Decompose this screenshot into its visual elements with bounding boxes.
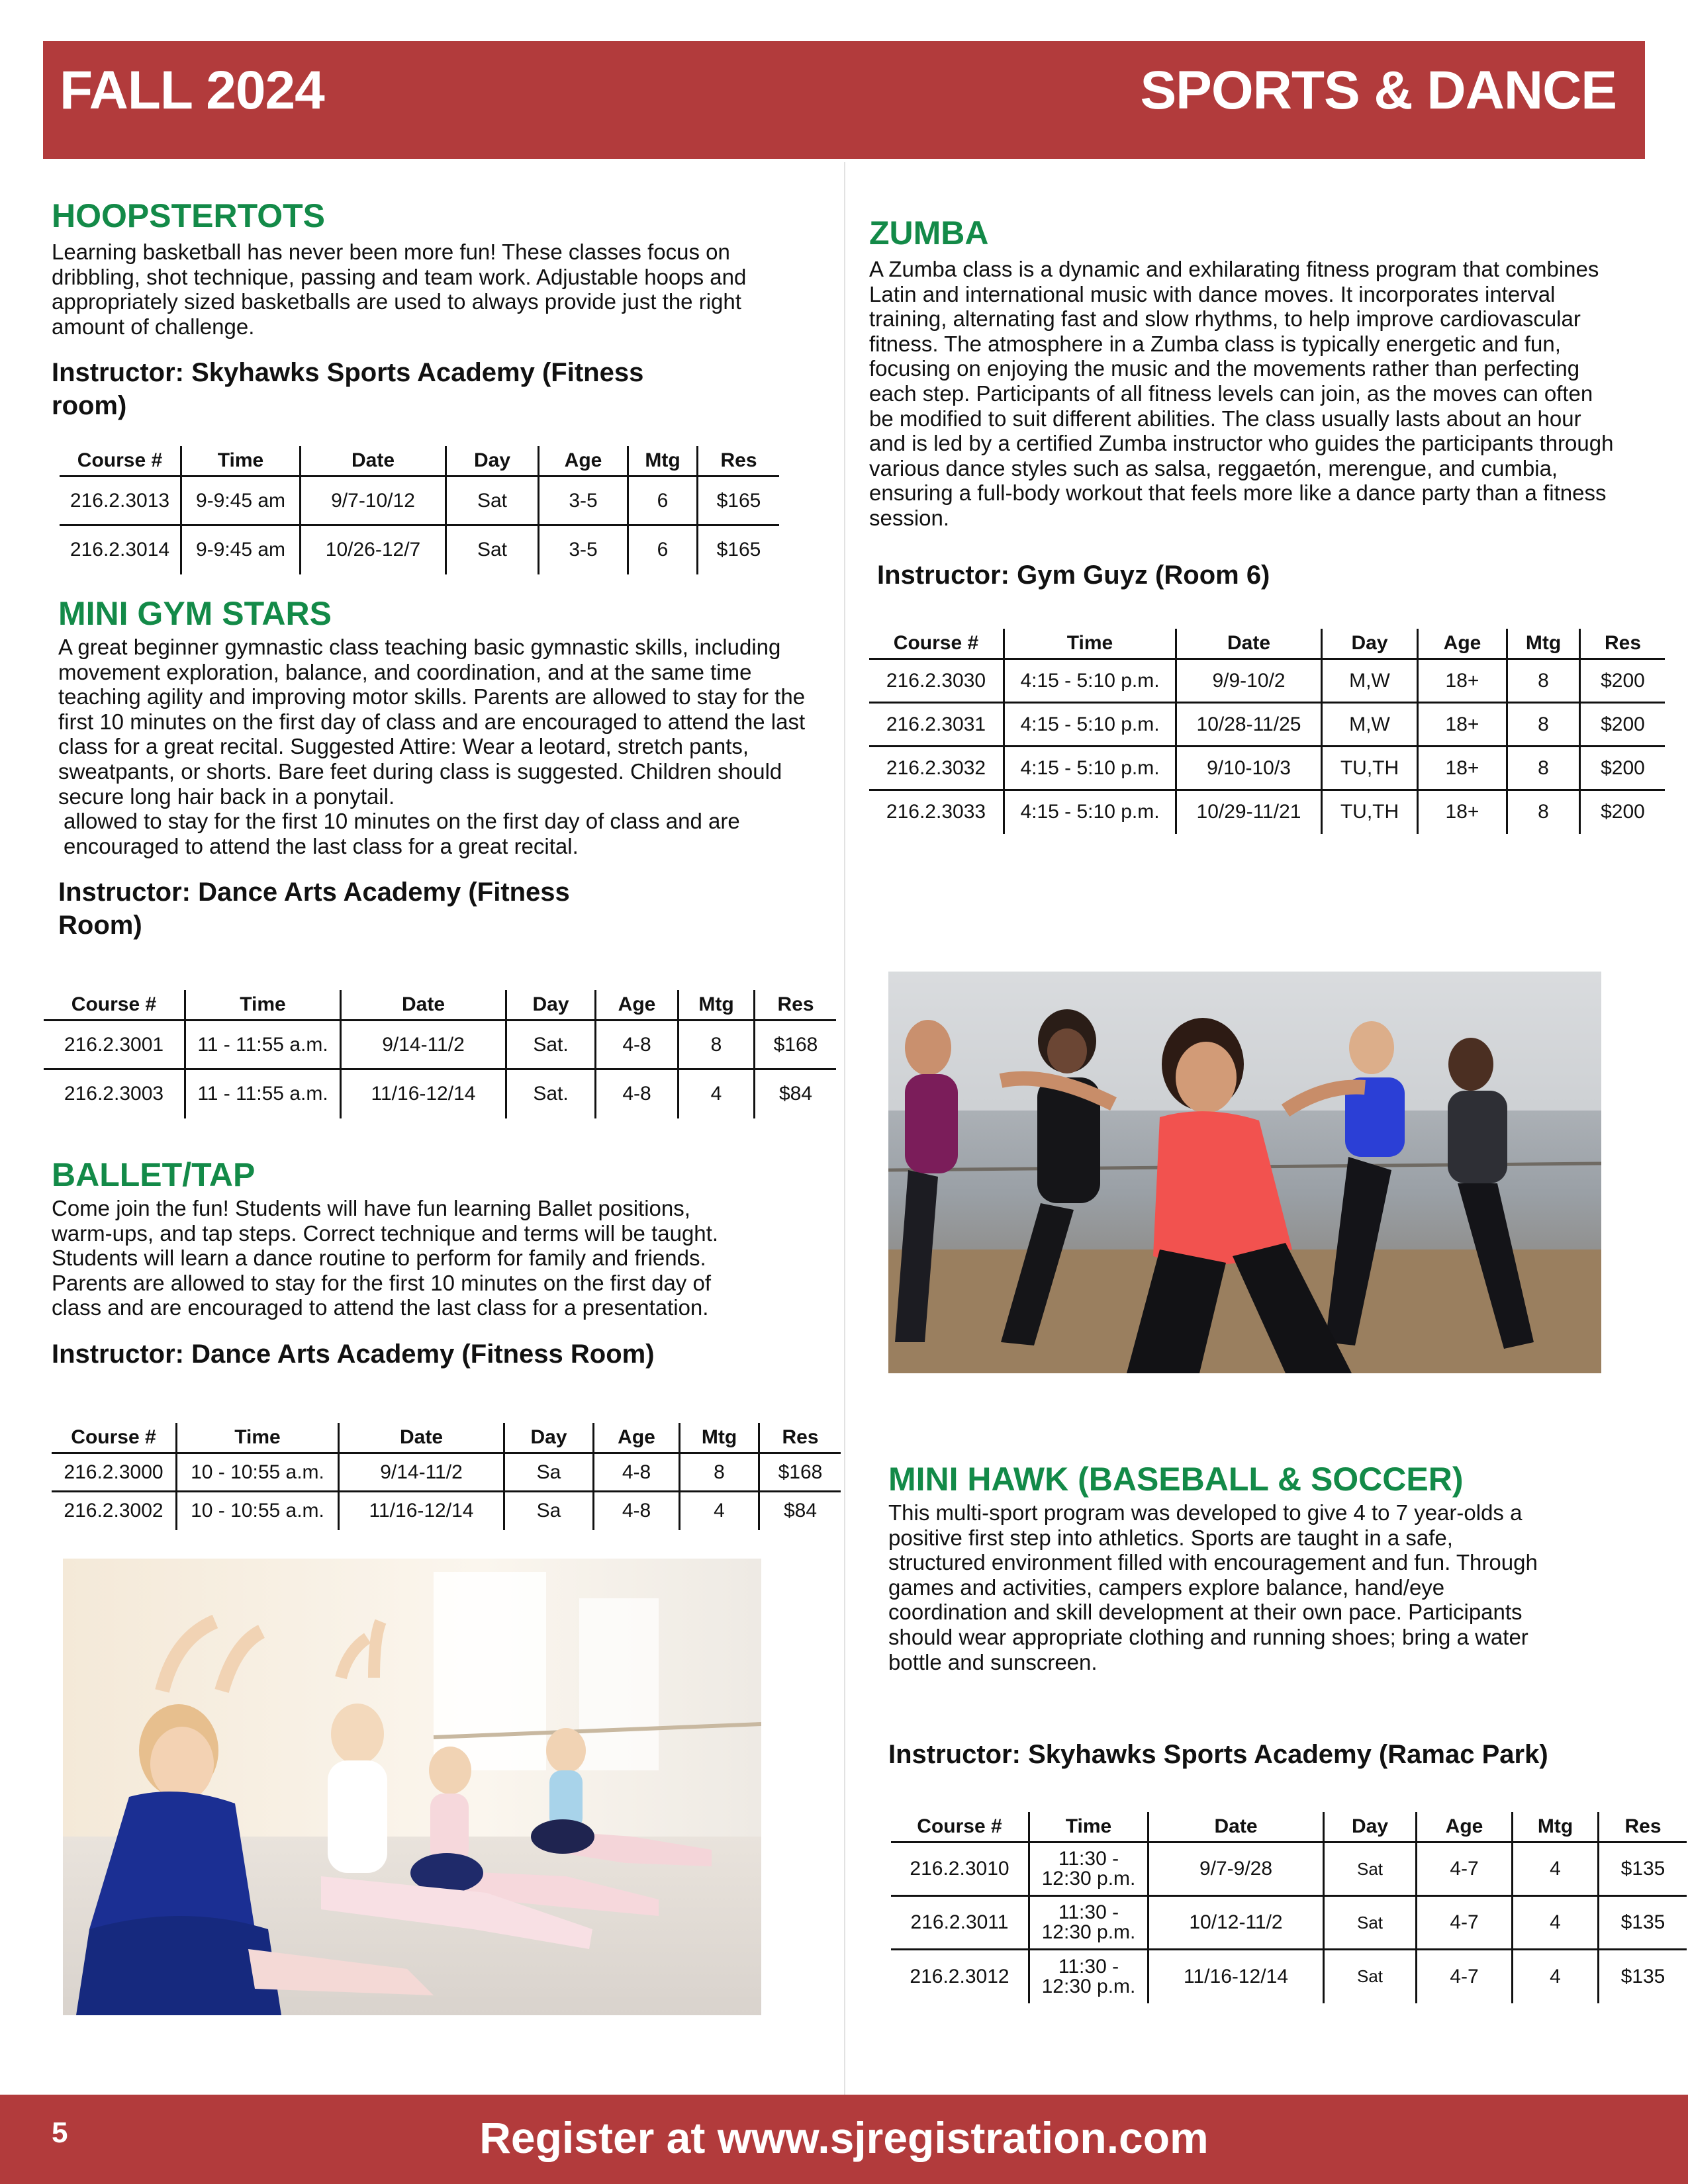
table-cell: 216.2.3003 xyxy=(64,1083,164,1105)
table-cell: 10/26-12/7 xyxy=(301,525,446,574)
table-cell: 216.2.3033 xyxy=(886,801,986,823)
table-row xyxy=(52,1492,841,1530)
column-header: Age xyxy=(539,446,628,477)
column-header: Time xyxy=(177,1423,339,1453)
column-header: Time xyxy=(1029,1812,1149,1843)
table-cell: $84 xyxy=(759,1492,841,1530)
table-cell: Sat. xyxy=(506,1021,596,1069)
section-title: SPORTS & DANCE xyxy=(1140,60,1617,120)
table-cell: 216.2.3030 xyxy=(869,659,1004,703)
column-header: Day xyxy=(1324,1812,1417,1843)
mini-gym-stars-description-extra: allowed to stay for the first 10 minutes on the first day of class and are encouraged to attend the last class for a great recital. xyxy=(64,809,740,858)
hoopstertots-title: HOOPSTERTOTS xyxy=(52,197,326,234)
table-cell: 4:15 - 5:10 p.m. xyxy=(1004,659,1176,703)
table-cell: 8 xyxy=(679,1021,755,1069)
table-cell: 216.2.3012 xyxy=(910,1965,1009,1987)
table-row xyxy=(52,1453,841,1492)
table-cell: 216.2.3031 xyxy=(869,703,1004,747)
column-header: Res xyxy=(759,1423,841,1453)
table-cell: 18+ xyxy=(1418,659,1507,703)
table-cell: Sat xyxy=(1324,1896,1417,1950)
column-header: Res xyxy=(1599,1812,1687,1843)
table-cell: 18+ xyxy=(1418,747,1507,790)
table-cell: 9/7-10/12 xyxy=(301,477,446,525)
table-cell: 216.2.3013 xyxy=(60,477,181,525)
zumba-section xyxy=(869,213,1617,592)
table-cell: 10/12-11/2 xyxy=(1149,1896,1324,1950)
hoopstertots-instructor: Instructor: Skyhawks Sports Academy (Fitness room) xyxy=(52,358,644,421)
table-cell: 4 xyxy=(680,1492,759,1530)
ballet-tap-section xyxy=(52,1155,753,1371)
mini-gym-stars-title: MINI GYM STARS xyxy=(58,595,332,632)
table-cell: 4 xyxy=(679,1069,755,1118)
table-cell: M,W xyxy=(1322,659,1418,703)
table-cell: 8 xyxy=(1507,703,1580,747)
column-header: Res xyxy=(755,990,837,1021)
column-header: Day xyxy=(1322,629,1418,659)
table-row xyxy=(891,1843,1687,1896)
table-cell: M,W xyxy=(1322,703,1418,747)
table-header-row xyxy=(869,629,1665,659)
table-cell: 4:15 - 5:10 p.m. xyxy=(1004,747,1176,790)
ballet-tap-schedule-table xyxy=(52,1423,841,1530)
column-header: Course # xyxy=(869,629,1004,659)
zumba-description: A Zumba class is a dynamic and exhilarating fitness program that combines Latin and international music with dance moves. It incorporates interval training, alternating fast and slow rhythms, to help improve cardiovascular fitness. The atmosphere in a Zumba class is typically energetic and fun, focusing on enjoying the music and the movements rather than perfecting each step. Participants of all fitness levels can join, as the moves can often be modified to suit different abilities. The class usually lasts about an hour and is led by a certified Zumba instructor who guides the participants through various dance styles such as salsa, reggaetón, merengue, and cumbia, ensuring a full-body workout that feels more like a dance party than a fitness session. xyxy=(869,257,1614,530)
table-header-row xyxy=(60,446,779,477)
table-cell: 4-8 xyxy=(594,1453,680,1492)
table-cell: 6 xyxy=(628,525,698,574)
column-header: Date xyxy=(339,1423,504,1453)
table-cell: Sa xyxy=(504,1492,594,1530)
zumba-class-photo xyxy=(888,972,1601,1373)
table-cell: 8 xyxy=(680,1453,759,1492)
table-cell: 8 xyxy=(1507,747,1580,790)
mini-gym-stars-section xyxy=(58,594,826,942)
table-cell: 10 - 10:55 a.m. xyxy=(177,1453,339,1492)
table-cell: 9-9:45 am xyxy=(181,477,301,525)
table-cell: 9/14-11/2 xyxy=(341,1021,506,1069)
table-cell: Sat xyxy=(446,525,539,574)
table-row xyxy=(869,747,1665,790)
table-cell: 11:30 - 12:30 p.m. xyxy=(1029,1950,1149,2003)
mini-gym-stars-instructor: Instructor: Dance Arts Academy (Fitness Room) xyxy=(58,878,570,940)
ballet-tap-title: BALLET/TAP xyxy=(52,1156,256,1193)
table-cell: 4:15 - 5:10 p.m. xyxy=(1004,790,1176,834)
table-cell: 11:30 - 12:30 p.m. xyxy=(1029,1843,1149,1896)
column-header: Age xyxy=(594,1423,680,1453)
column-header: Mtg xyxy=(679,990,755,1021)
table-cell: 8 xyxy=(1507,659,1580,703)
column-header: Res xyxy=(698,446,780,477)
hoopstertots-description: Learning basketball has never been more fun! These classes focus on dribbling, shot technique, passing and team work. Adjustable hoops and appropriately sized basketballs are used to always provide just the right amount of challenge. xyxy=(52,240,747,339)
table-cell: 9/14-11/2 xyxy=(339,1453,504,1492)
season-title: FALL 2024 xyxy=(60,60,324,120)
column-header: Time xyxy=(181,446,301,477)
table-cell: 4 xyxy=(1513,1843,1599,1896)
mini-hawk-section xyxy=(888,1459,1630,1771)
column-header: Age xyxy=(1417,1812,1513,1843)
column-header: Age xyxy=(596,990,679,1021)
table-row xyxy=(60,525,779,574)
table-cell: Sat. xyxy=(506,1069,596,1118)
column-header: Mtg xyxy=(680,1423,759,1453)
table-cell: $165 xyxy=(698,525,780,574)
table-cell: $135 xyxy=(1599,1843,1687,1896)
table-row xyxy=(869,790,1665,834)
table-cell: $165 xyxy=(698,477,780,525)
zumba-schedule-table xyxy=(869,629,1665,834)
table-cell: $200 xyxy=(1580,703,1665,747)
table-cell: 216.2.3032 xyxy=(869,747,1004,790)
table-cell: 10/29-11/21 xyxy=(1176,790,1322,834)
table-cell: $168 xyxy=(759,1453,841,1492)
table-cell: TU,TH xyxy=(1322,790,1418,834)
ballet-tap-instructor: Instructor: Dance Arts Academy (Fitness Room) xyxy=(52,1339,655,1369)
table-cell: Sa xyxy=(504,1453,594,1492)
hoopstertots-section xyxy=(52,196,753,422)
ballet-class-photo xyxy=(63,1559,761,2015)
mini-hawk-title: MINI HAWK (BASEBALL & SOCCER) xyxy=(888,1461,1464,1498)
column-header: Day xyxy=(504,1423,594,1453)
table-cell: 4:15 - 5:10 p.m. xyxy=(1004,703,1176,747)
column-header: Age xyxy=(1418,629,1507,659)
column-divider xyxy=(844,162,845,2095)
table-cell: 18+ xyxy=(1418,790,1507,834)
mini-gym-stars-description: A great beginner gymnastic class teaching basic gymnastic skills, including movement exploration, balance, and coordination, and at the same time teaching agility and improving motor skills. Parents are allowed to stay for the first 10 minutes on the first day of class and are encouraged to attend the last class for a great recital. Suggested Attire: Wear a leotard, stretch pants, sweatpants, or shorts. Bare feet during class is suggested. Children should secure long hair back in a ponytail. xyxy=(58,635,806,809)
table-cell: $135 xyxy=(1599,1950,1687,2003)
table-cell: 9/9-10/2 xyxy=(1176,659,1322,703)
column-header: Date xyxy=(301,446,446,477)
table-cell: 3-5 xyxy=(539,477,628,525)
table-cell: 4-7 xyxy=(1417,1843,1513,1896)
table-cell: 11:30 - 12:30 p.m. xyxy=(1029,1896,1149,1950)
column-header: Course # xyxy=(52,1423,177,1453)
table-cell: 10 - 10:55 a.m. xyxy=(177,1492,339,1530)
ballet-tap-description: Come join the fun! Students will have fun learning Ballet positions, warm-ups, and tap steps. Correct technique and terms will be taught. Students will learn a dance routine to perform for family and friends. Parents are allowed to stay for the first 10 minutes on the first day of class and are encouraged to attend the last class for a presentation. xyxy=(52,1196,718,1320)
table-cell: 18+ xyxy=(1418,703,1507,747)
table-cell: 216.2.3011 xyxy=(891,1896,1029,1950)
table-header-row xyxy=(891,1812,1687,1843)
table-cell: TU,TH xyxy=(1322,747,1418,790)
table-cell: 10/28-11/25 xyxy=(1176,703,1322,747)
table-row xyxy=(891,1950,1687,2003)
column-header: Date xyxy=(341,990,506,1021)
table-cell: 4-7 xyxy=(1417,1950,1513,2003)
column-header: Mtg xyxy=(1513,1812,1599,1843)
table-cell: 4-8 xyxy=(596,1021,679,1069)
table-cell: 6 xyxy=(628,477,698,525)
table-cell: 216.2.3014 xyxy=(70,539,170,561)
table-cell: 9/7-9/28 xyxy=(1149,1843,1324,1896)
table-cell: 4 xyxy=(1513,1950,1599,2003)
table-cell: 4-8 xyxy=(594,1492,680,1530)
table-cell: 8 xyxy=(1507,790,1580,834)
page-number: 5 xyxy=(52,2116,68,2149)
table-cell: 11/16-12/14 xyxy=(339,1492,504,1530)
table-cell: 11 - 11:55 a.m. xyxy=(185,1021,341,1069)
table-row xyxy=(60,477,779,525)
column-header: Mtg xyxy=(1507,629,1580,659)
table-header-row xyxy=(52,1423,841,1453)
table-cell: 216.2.3000 xyxy=(52,1453,177,1492)
column-header: Time xyxy=(185,990,341,1021)
table-cell: 216.2.3002 xyxy=(64,1500,164,1522)
mini-hawk-instructor: Instructor: Skyhawks Sports Academy (Ramac Park) xyxy=(888,1740,1548,1770)
column-header: Day xyxy=(506,990,596,1021)
table-cell: 216.2.3001 xyxy=(44,1021,185,1069)
table-cell: 11/16-12/14 xyxy=(1149,1950,1324,2003)
table-row xyxy=(44,1069,836,1118)
table-cell: 4 xyxy=(1513,1896,1599,1950)
table-cell: 9/10-10/3 xyxy=(1176,747,1322,790)
column-header: Time xyxy=(1004,629,1176,659)
table-cell: Sat xyxy=(1324,1950,1417,2003)
table-cell: 11/16-12/14 xyxy=(341,1069,506,1118)
table-cell: $200 xyxy=(1580,790,1665,834)
zumba-instructor: Instructor: Gym Guyz (Room 6) xyxy=(877,560,1270,590)
mini-gym-stars-schedule-table xyxy=(44,990,836,1118)
table-header-row xyxy=(44,990,836,1021)
mini-hawk-description: This multi-sport program was developed to give 4 to 7 year-olds a positive first step into athletics. Sports are taught in a safe, structured environment filled with encouragement and fun. Through games and activities, campers explore balance, hand/eye coordination and skill development at their own pace. Participants should wear appropriate clothing and running shoes; bring a water bottle and sunscreen. xyxy=(888,1500,1538,1674)
column-header: Date xyxy=(1176,629,1322,659)
table-row xyxy=(44,1021,836,1069)
mini-hawk-schedule-table xyxy=(891,1812,1687,2003)
column-header: Day xyxy=(446,446,539,477)
table-cell: Sat xyxy=(446,477,539,525)
column-header: Mtg xyxy=(628,446,698,477)
table-cell: 3-5 xyxy=(539,525,628,574)
hoopstertots-schedule-table xyxy=(60,446,779,574)
column-header: Course # xyxy=(60,446,181,477)
table-cell: 9-9:45 am xyxy=(181,525,301,574)
column-header: Course # xyxy=(891,1812,1029,1843)
table-cell: $168 xyxy=(755,1021,837,1069)
register-link[interactable]: Register at www.sjregistration.com xyxy=(479,2113,1209,2162)
column-header: Res xyxy=(1580,629,1665,659)
table-row xyxy=(869,703,1665,747)
zumba-title: ZUMBA xyxy=(869,214,989,251)
table-row xyxy=(869,659,1665,703)
table-cell: $84 xyxy=(755,1069,837,1118)
table-row xyxy=(891,1896,1687,1950)
table-cell: 11 - 11:55 a.m. xyxy=(185,1069,341,1118)
table-cell: Sat xyxy=(1324,1843,1417,1896)
table-cell: $200 xyxy=(1580,747,1665,790)
table-cell: 216.2.3010 xyxy=(891,1843,1029,1896)
column-header: Course # xyxy=(44,990,185,1021)
table-cell: 4-8 xyxy=(596,1069,679,1118)
table-cell: $200 xyxy=(1580,659,1665,703)
column-header: Date xyxy=(1149,1812,1324,1843)
table-cell: $135 xyxy=(1599,1896,1687,1950)
table-cell: 4-7 xyxy=(1417,1896,1513,1950)
